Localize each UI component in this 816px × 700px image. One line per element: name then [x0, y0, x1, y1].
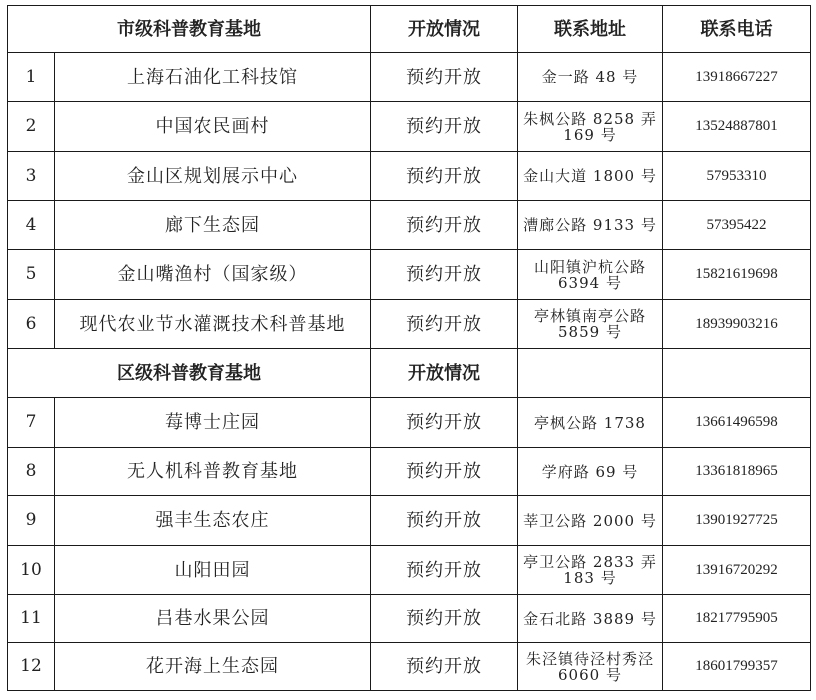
contact-phone: 18939903216	[663, 300, 811, 349]
table-row	[8, 448, 811, 496]
contact-phone: 13901927725	[663, 496, 811, 546]
base-name: 金山嘴渔村（国家级）	[55, 250, 371, 300]
open-status: 预约开放	[371, 53, 518, 102]
contact-address: 金石北路 3889 号	[518, 595, 663, 643]
contact-phone: 13661496598	[663, 398, 811, 448]
row-number: 8	[8, 448, 55, 496]
contact-phone: 13361818965	[663, 448, 811, 496]
contact-address: 学府路 69 号	[518, 448, 663, 496]
row-number: 12	[8, 643, 55, 691]
open-status: 预约开放	[371, 152, 518, 201]
open-status: 预约开放	[371, 398, 518, 448]
contact-address: 山阳镇沪杭公路 6394 号	[518, 250, 663, 300]
contact-phone: 57953310	[663, 152, 811, 201]
district-header-row	[8, 349, 811, 398]
row-number: 11	[8, 595, 55, 643]
table-row	[8, 152, 811, 201]
contact-phone: 57395422	[663, 201, 811, 250]
contact-phone: 13524887801	[663, 102, 811, 152]
contact-address: 亭林镇南亭公路 5859 号	[518, 300, 663, 349]
base-name: 山阳田园	[55, 546, 371, 595]
row-number: 1	[8, 53, 55, 102]
table-row	[8, 496, 811, 546]
open-status: 预约开放	[371, 643, 518, 691]
open-status: 预约开放	[371, 300, 518, 349]
row-number: 6	[8, 300, 55, 349]
contact-address: 亭卫公路 2833 弄 183 号	[518, 546, 663, 595]
contact-phone: 13916720292	[663, 546, 811, 595]
city-header-phone: 联系电话	[663, 6, 811, 53]
base-name: 莓博士庄园	[55, 398, 371, 448]
base-name: 上海石油化工科技馆	[55, 53, 371, 102]
district-header-address	[518, 349, 663, 398]
base-name: 现代农业节水灌溉技术科普基地	[55, 300, 371, 349]
table-row	[8, 398, 811, 448]
base-name: 强丰生态农庄	[55, 496, 371, 546]
table-row	[8, 53, 811, 102]
contact-address: 亭枫公路 1738	[518, 398, 663, 448]
row-number: 4	[8, 201, 55, 250]
contact-phone: 18601799357	[663, 643, 811, 691]
open-status: 预约开放	[371, 496, 518, 546]
district-header-phone	[663, 349, 811, 398]
contact-phone: 15821619698	[663, 250, 811, 300]
science-base-table	[7, 5, 811, 691]
contact-phone: 13918667227	[663, 53, 811, 102]
district-header-status: 开放情况	[371, 349, 518, 398]
contact-address: 莘卫公路 2000 号	[518, 496, 663, 546]
row-number: 3	[8, 152, 55, 201]
city-header-status: 开放情况	[371, 6, 518, 53]
open-status: 预约开放	[371, 546, 518, 595]
open-status: 预约开放	[371, 448, 518, 496]
table-row	[8, 546, 811, 595]
district-header-title: 区级科普教育基地	[8, 349, 371, 398]
table-row	[8, 201, 811, 250]
table-row	[8, 102, 811, 152]
base-name: 吕巷水果公园	[55, 595, 371, 643]
open-status: 预约开放	[371, 201, 518, 250]
table-row	[8, 643, 811, 691]
table-row	[8, 300, 811, 349]
contact-address: 金一路 48 号	[518, 53, 663, 102]
base-name: 金山区规划展示中心	[55, 152, 371, 201]
row-number: 7	[8, 398, 55, 448]
base-name: 无人机科普教育基地	[55, 448, 371, 496]
table-row	[8, 250, 811, 300]
city-header-row	[8, 6, 811, 53]
base-name: 中国农民画村	[55, 102, 371, 152]
open-status: 预约开放	[371, 250, 518, 300]
contact-phone: 18217795905	[663, 595, 811, 643]
open-status: 预约开放	[371, 102, 518, 152]
table-row	[8, 595, 811, 643]
open-status: 预约开放	[371, 595, 518, 643]
row-number: 5	[8, 250, 55, 300]
row-number: 9	[8, 496, 55, 546]
base-name: 花开海上生态园	[55, 643, 371, 691]
contact-address: 朱泾镇待泾村秀泾 6060 号	[518, 643, 663, 691]
base-name: 廊下生态园	[55, 201, 371, 250]
row-number: 2	[8, 102, 55, 152]
contact-address: 漕廊公路 9133 号	[518, 201, 663, 250]
contact-address: 朱枫公路 8258 弄 169 号	[518, 102, 663, 152]
row-number: 10	[8, 546, 55, 595]
city-header-title: 市级科普教育基地	[8, 6, 371, 53]
contact-address: 金山大道 1800 号	[518, 152, 663, 201]
city-header-address: 联系地址	[518, 6, 663, 53]
